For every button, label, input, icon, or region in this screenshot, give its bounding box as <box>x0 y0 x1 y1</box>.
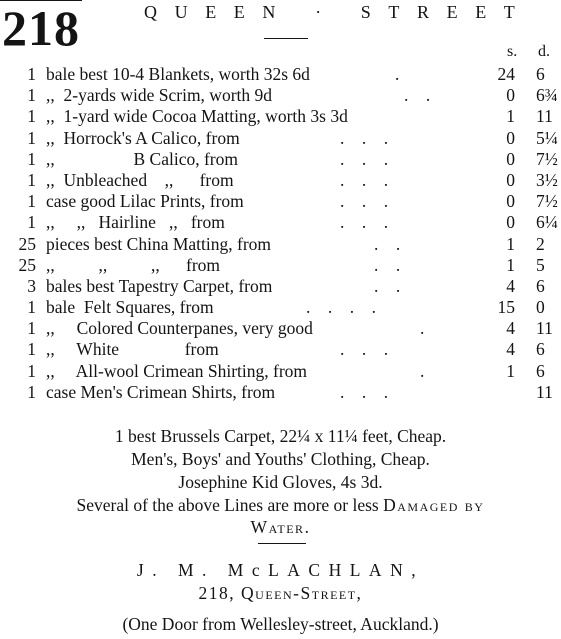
item-pence: 6¾ <box>536 85 558 106</box>
list-item <box>0 318 561 339</box>
list-item <box>0 106 561 127</box>
merchant-address: 218, Queen-Street, <box>198 583 363 603</box>
item-description: ,, All-wool Crimean Shirting, from <box>46 360 308 381</box>
item-description: ,, B Calico, from <box>46 148 238 169</box>
leader-dots: . <box>395 64 400 84</box>
item-shillings: 0 <box>506 191 515 212</box>
leader-dots: . . . <box>340 148 389 169</box>
leader-dots: . <box>420 318 425 339</box>
item-description: ,, ,, Hairline ,, from <box>46 212 225 233</box>
item-quantity: 1 <box>27 85 36 106</box>
leader-dots: . . . <box>340 381 389 402</box>
item-quantity: 1 <box>27 127 36 148</box>
item-pence: 6¼ <box>536 212 558 233</box>
leader-dots: . . <box>374 233 401 254</box>
leader-dots: . . . <box>340 191 389 212</box>
list-item <box>0 339 561 360</box>
shillings-header: s. <box>507 43 518 60</box>
item-description: ,, Horrock's A Calico, from <box>46 127 240 148</box>
item-pence: 7½ <box>536 191 558 212</box>
list-item <box>0 382 561 403</box>
extra-line-gloves: Josephine Kid Gloves, 4s 3d. <box>178 472 383 492</box>
item-shillings: 24 <box>497 64 515 84</box>
merchant-name: J. M. McLACHLAN, <box>136 560 425 580</box>
item-shillings: 4 <box>506 318 515 339</box>
item-pence: 5¼ <box>536 127 558 148</box>
street-name: QUEEN · STREET <box>144 2 533 22</box>
item-shillings: 4 <box>506 339 515 360</box>
title-rule <box>264 38 308 39</box>
item-description: ,, White from <box>46 339 219 360</box>
pence-header: d. <box>538 43 550 60</box>
list-item <box>0 212 561 233</box>
leader-dots: . <box>420 360 425 381</box>
item-description: case good Lilac Prints, from <box>46 191 244 212</box>
item-shillings: 1 <box>506 254 515 275</box>
item-description: ,, ,, ,, from <box>46 254 221 275</box>
item-pence: 2 <box>536 233 545 254</box>
leader-dots: . . . <box>340 339 389 360</box>
damage-notice-lead: Several of the above Lines are more or less <box>76 495 384 515</box>
item-description: ,, 2-yards wide Scrim, worth 9d <box>46 85 273 106</box>
item-pence: 0 <box>536 297 545 318</box>
extra-line-carpet: 1 best Brussels Carpet, 22¼ x 11¼ feet, Cheap. <box>114 426 447 446</box>
item-quantity: 1 <box>27 360 36 381</box>
list-item <box>0 191 561 212</box>
item-pence: 6 <box>536 360 545 381</box>
item-description: ,, Colored Counterpanes, very good <box>46 318 313 339</box>
list-item <box>0 170 561 191</box>
item-pence: 6 <box>536 64 545 84</box>
damage-notice-water: Water. <box>250 517 311 537</box>
list-item <box>0 255 561 276</box>
merchant-location: (One Door from Wellesley-street, Auckland.) <box>122 614 439 634</box>
price-list <box>0 64 561 403</box>
leader-dots: . . . <box>340 127 389 148</box>
item-shillings: 1 <box>506 233 515 254</box>
item-quantity: 1 <box>27 191 36 212</box>
leader-dots: . . . <box>340 169 389 190</box>
street-number: 218 <box>2 0 80 56</box>
damage-notice <box>0 495 561 516</box>
item-shillings: 1 <box>506 360 515 381</box>
item-quantity: 25 <box>18 233 36 254</box>
item-shillings: 0 <box>506 169 515 190</box>
item-pence: 6 <box>536 275 545 296</box>
list-item <box>0 128 561 149</box>
list-item <box>0 149 561 170</box>
list-item <box>0 361 561 382</box>
leader-dots: . . . . <box>306 297 376 318</box>
item-description: bale Felt Squares, from <box>46 297 214 318</box>
leader-dots: . . <box>404 85 431 106</box>
list-item <box>0 64 561 85</box>
item-shillings: 1 <box>506 106 515 127</box>
item-shillings: 0 <box>506 127 515 148</box>
item-description: bales best Tapestry Carpet, from <box>46 275 273 296</box>
item-pence: 3½ <box>536 169 558 190</box>
item-pence: 7½ <box>536 148 558 169</box>
item-shillings: 4 <box>506 275 515 296</box>
item-pence: 11 <box>536 381 553 402</box>
item-quantity: 1 <box>27 64 36 84</box>
item-pence: 11 <box>536 318 553 339</box>
leader-dots: . . <box>374 254 401 275</box>
list-item <box>0 297 561 318</box>
item-shillings: 15 <box>497 297 515 318</box>
item-description: pieces best China Matting, from <box>46 233 272 254</box>
item-description: case Men's Crimean Shirts, from <box>46 381 276 402</box>
list-item <box>0 234 561 255</box>
leader-dots: . . <box>374 275 401 296</box>
item-quantity: 1 <box>27 297 36 318</box>
item-pence: 5 <box>536 254 545 275</box>
item-shillings: 0 <box>506 212 515 233</box>
item-quantity: 25 <box>18 254 36 275</box>
item-pence: 11 <box>536 106 553 127</box>
item-quantity: 1 <box>27 339 36 360</box>
item-quantity: 1 <box>27 148 36 169</box>
item-quantity: 1 <box>27 169 36 190</box>
damage-notice-damaged: Damaged by <box>383 495 485 515</box>
item-description: ,, Unbleached ,, from <box>46 169 234 190</box>
item-shillings: 0 <box>506 148 515 169</box>
item-description: ,, 1-yard wide Cocoa Matting, worth 3s 3d <box>46 106 348 127</box>
divider-rule <box>258 543 306 544</box>
item-quantity: 1 <box>27 318 36 339</box>
list-item <box>0 276 561 297</box>
list-item <box>0 85 561 106</box>
item-pence: 6 <box>536 339 545 360</box>
item-quantity: 1 <box>27 106 36 127</box>
leader-dots: . . . <box>340 212 389 233</box>
item-shillings: 0 <box>506 85 515 106</box>
item-description: bale best 10-4 Blankets, worth 32s 6d <box>46 64 310 84</box>
extra-line-clothing: Men's, Boys' and Youths' Clothing, Cheap. <box>131 449 430 469</box>
item-quantity: 1 <box>27 212 36 233</box>
item-quantity: 3 <box>27 275 36 296</box>
item-quantity: 1 <box>27 381 36 402</box>
